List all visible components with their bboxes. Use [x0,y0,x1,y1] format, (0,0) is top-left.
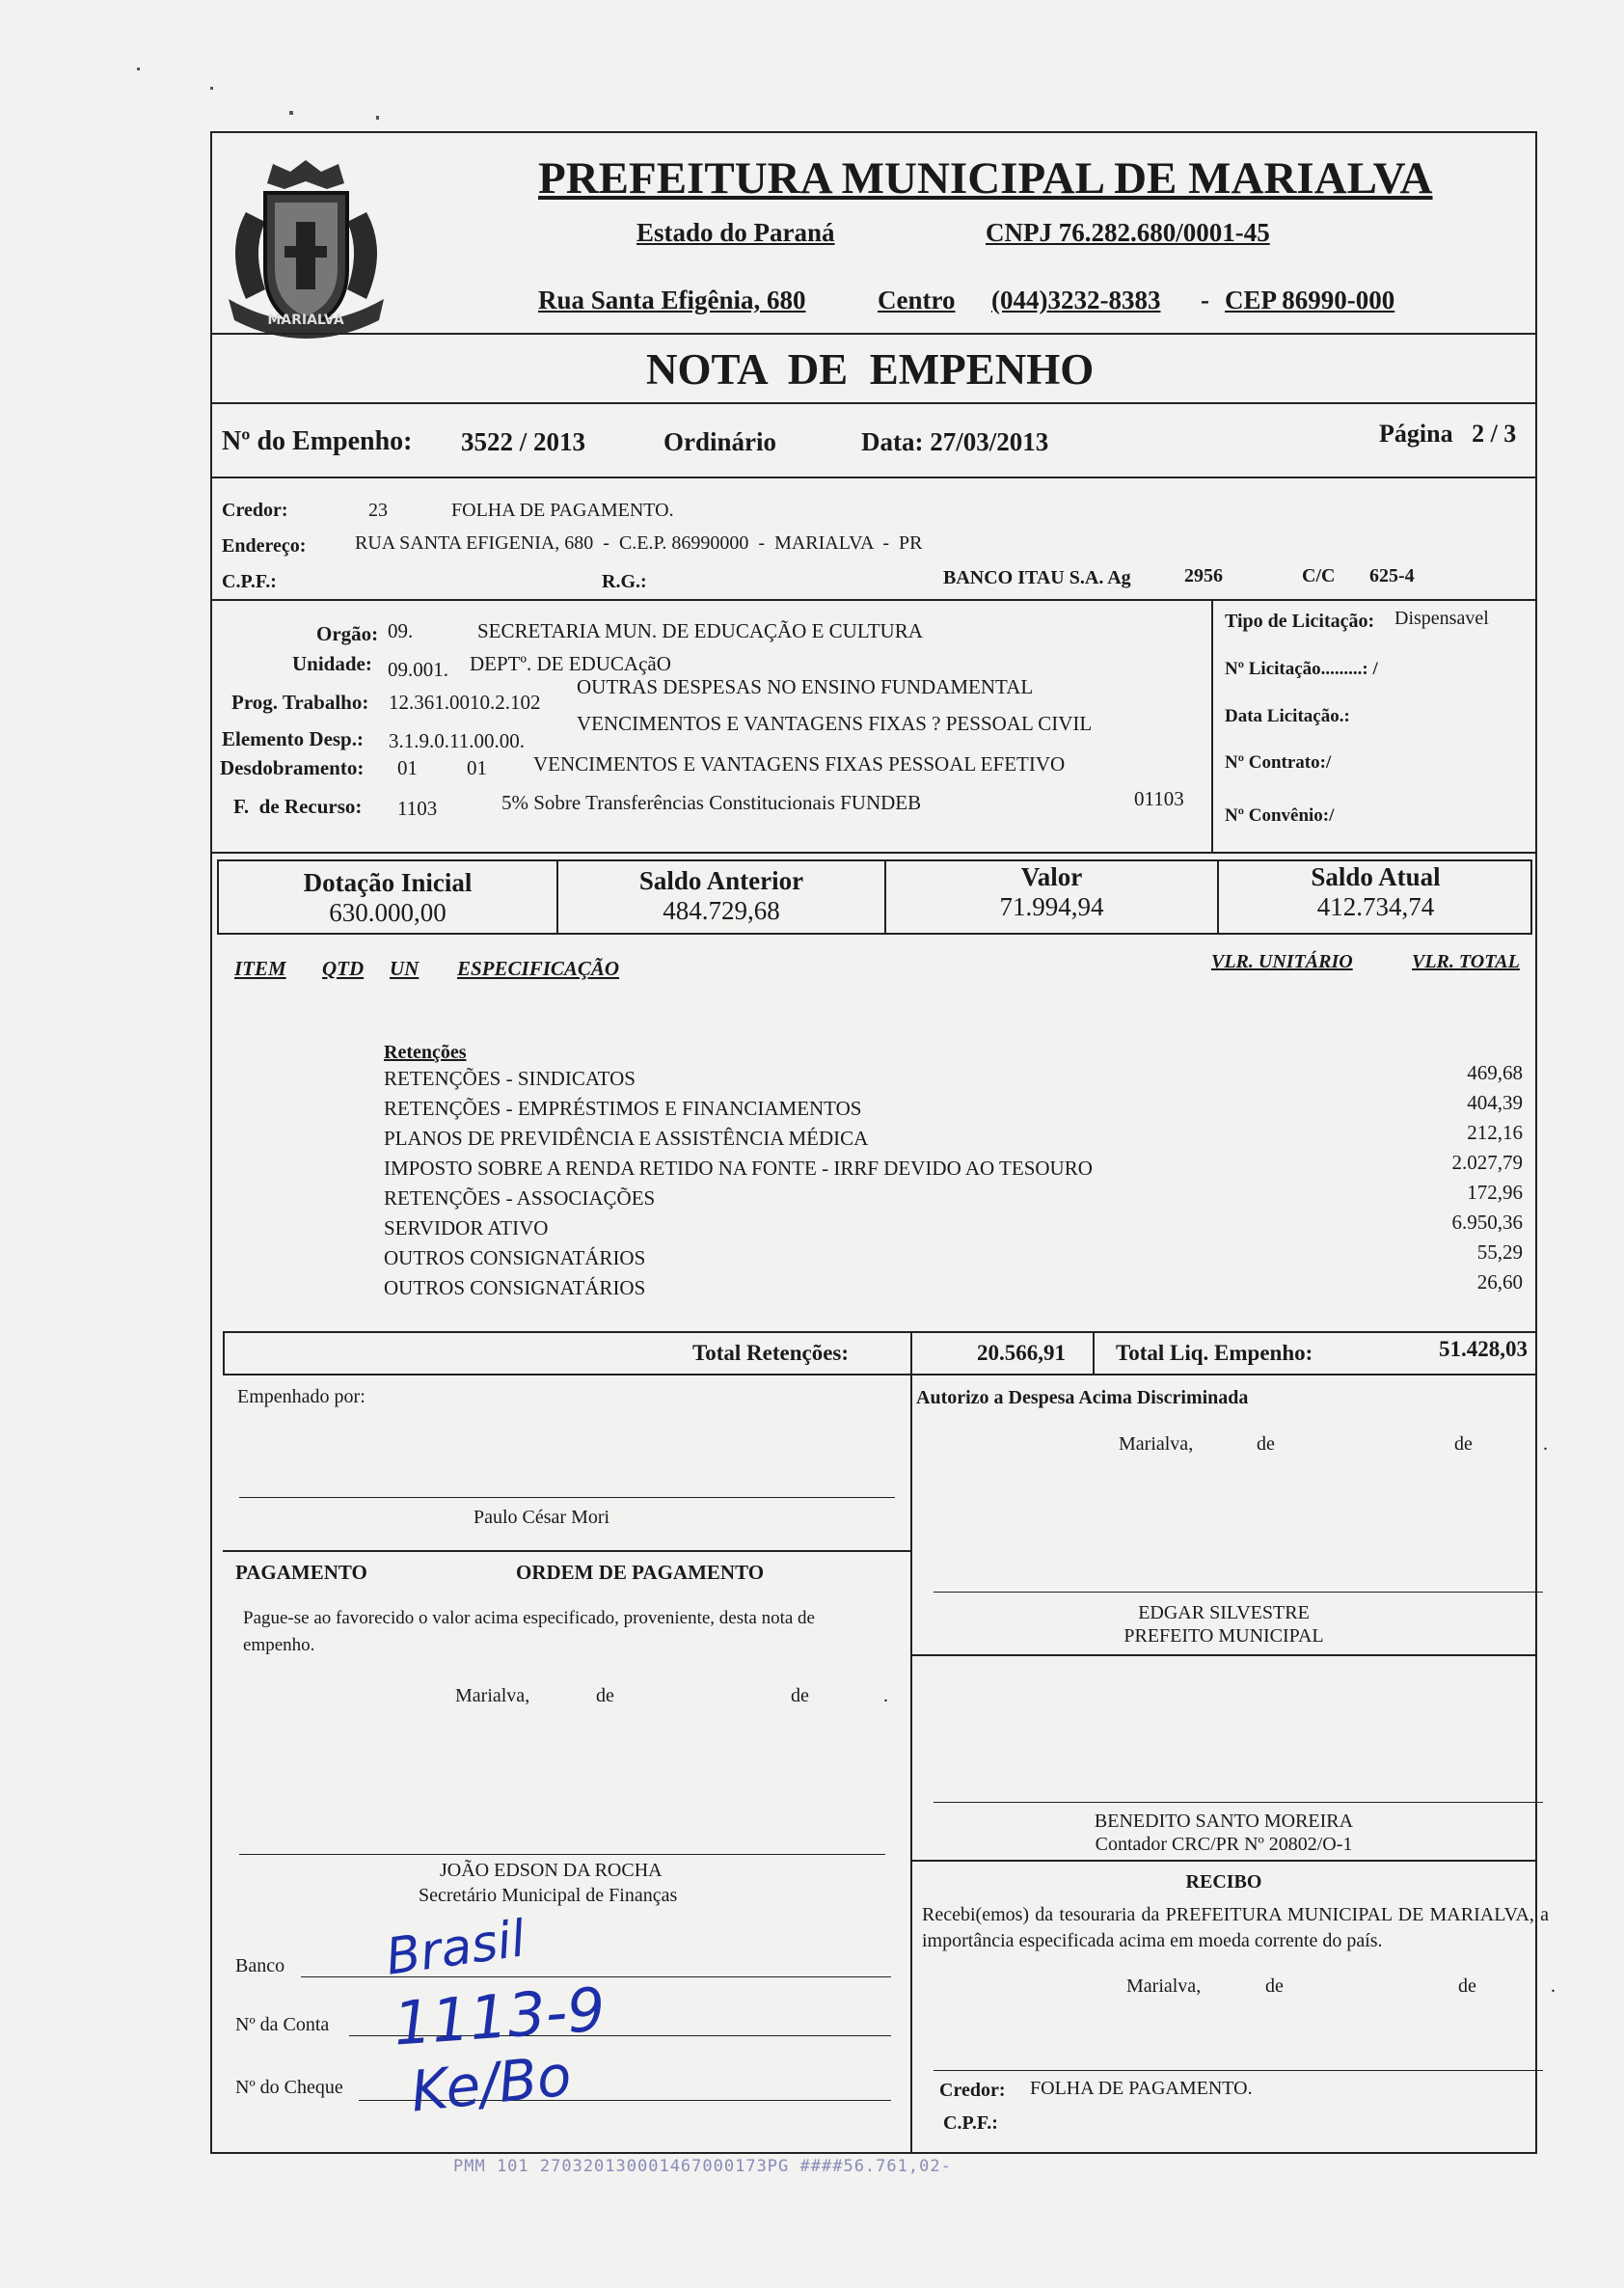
agencia-value: 2956 [1184,565,1223,586]
retencoes-list [384,1061,1523,1304]
divider [910,1860,1537,1862]
doc-title: NOTA DE EMPENHO [646,345,1095,394]
cep-label: CEP 86990-000 [1225,286,1395,314]
retencao-value: 2.027,79 [1451,1151,1523,1174]
retencao-value: 404,39 [1467,1091,1523,1114]
recurso-name: 5% Sobre Transferências Constitucionais FUNDEB [501,791,922,814]
banco-label: BANCO ITAU S.A. Ag [943,567,1131,588]
handwritten-banco: Brasil [382,1910,529,1987]
saldo-atual-cell [1219,862,1532,922]
elemento-name: VENCIMENTOS E VANTAGENS FIXAS ? PESSOAL CIVIL [577,712,1093,735]
cc-label: C/C [1302,565,1336,586]
centro-label: Centro [878,286,956,314]
valor-cell [886,862,1217,922]
credor-name: FOLHA DE PAGAMENTO. [451,500,674,521]
micr-code: PMM 101 270320130001467000173PG ####56.761,02- [453,2157,952,2176]
autorizo-label: Autorizo a Despesa Acima Discriminada [916,1387,1249,1408]
total-liq-label: Total Liq. Empenho: [1116,1341,1313,1365]
scan-speck [289,111,293,115]
autorizo-ponto: . [1543,1433,1548,1455]
ordem-pagamento-label: ORDEM DE PAGAMENTO [516,1561,765,1584]
list-item [384,1270,1523,1304]
recibo-de1: de [1265,1975,1284,1997]
divider [1211,599,1213,852]
divider [910,1331,912,2154]
header-dash: - [1201,286,1209,314]
retencao-desc: IMPOSTO SOBRE A RENDA RETIDO NA FONTE - IRRF DEVIDO AO TESOURO [384,1157,1093,1180]
col-qtd: QTD [322,957,365,980]
credor-label: Credor: [222,500,288,521]
list-item [384,1091,1523,1125]
retencao-value: 26,60 [1476,1270,1523,1294]
signature-line [934,1802,1543,1803]
signature-line [934,1592,1543,1593]
handwritten-conta: 1113-9 [391,1974,608,2059]
divider [223,1331,1537,1333]
retencoes-title: Retenções [384,1042,467,1063]
divider [910,1654,1537,1656]
divider [210,477,1537,478]
scan-speck [210,87,213,90]
autorizo-local: Marialva, [1119,1433,1194,1455]
valor-value: 71.994,94 [999,892,1104,921]
retencao-desc: SERVIDOR ATIVO [384,1216,549,1239]
signature-line [934,2070,1543,2071]
divider [223,1331,225,1374]
unidade-name: DEPTº. DE EDUCAçãO [470,652,671,675]
recibo-ponto: . [1551,1975,1556,1997]
pagamento-de2: de [791,1685,809,1706]
prefeito-nome: EDGAR SILVESTRE [1138,1602,1310,1623]
conta-field-label: Nº da Conta [235,2014,330,2035]
elemento-code: 3.1.9.0.11.00.00. [389,729,525,752]
dotacao-value: 630.000,00 [329,898,447,927]
signature-line [239,1854,885,1855]
col-vlr-unitario: VLR. UNITÁRIO [1211,951,1353,972]
tipo-licitacao-label: Tipo de Licitação: [1225,611,1375,632]
cpf-label: C.P.F.: [222,571,277,592]
col-item: ITEM [234,957,286,980]
list-item [384,1181,1523,1214]
svg-text:MARIALVA: MARIALVA [267,313,344,328]
scan-speck [376,116,379,120]
retencao-value: 469,68 [1467,1061,1523,1084]
dotacao-label: Dotação Inicial [303,868,473,897]
unidade-code: 09.001. [388,658,448,681]
num-convenio: Nº Convênio:/ [1225,805,1335,826]
retencao-desc: RETENÇÕES - EMPRÉSTIMOS E FINANCIAMENTOS [384,1097,862,1120]
recurso-code2: 01103 [1134,787,1184,810]
num-licitacao: Nº Licitação.........: / [1225,659,1378,679]
address-label: Rua Santa Efigênia, 680 [538,286,806,314]
divider [223,1374,1537,1376]
divider [210,402,1537,404]
saldo-atual-label: Saldo Atual [1311,862,1441,891]
phone-label: (044)3232-8383 [991,286,1161,314]
recurso-code: 1103 [397,797,438,820]
pagamento-local: Marialva, [455,1685,530,1706]
recibo-de2: de [1458,1975,1476,1997]
orgao-label: Orgão: [316,622,379,645]
cc-value: 625-4 [1369,565,1415,586]
divider [223,1550,910,1552]
divider [1093,1331,1095,1374]
endereco-value: RUA SANTA EFIGENIA, 680 - C.E.P. 86990000 - MARIALVA - PR [355,532,923,554]
orgao-code: 09. [388,619,414,642]
empenhado-nome: Paulo César Mori [474,1507,610,1528]
prog-name: OUTRAS DESPESAS NO ENSINO FUNDAMENTAL [577,675,1034,698]
list-item [384,1211,1523,1244]
contador-block [910,1810,1537,1856]
unidade-label: Unidade: [292,652,372,675]
list-item [384,1151,1523,1185]
desdobramento-code1: 01 [397,756,418,779]
retencao-value: 6.950,36 [1451,1211,1523,1234]
total-retencoes-value: 20.566,91 [977,1341,1066,1365]
col-un: UN [390,957,420,980]
endereco-label: Endereço: [222,535,307,557]
retencao-desc: OUTROS CONSIGNATÁRIOS [384,1246,646,1269]
prog-label: Prog. Trabalho: [231,691,369,714]
pagamento-de1: de [596,1685,614,1706]
list-item [384,1121,1523,1155]
recibo-text: Recebi(emos) da tesouraria da PREFEITURA MUNICIPAL DE MARIALVA, a importância especificada acima em moeda corrente do país. [922,1904,1549,1951]
saldo-anterior-cell [558,866,884,926]
estado-label: Estado do Paraná [636,218,835,247]
desdobramento-label: Desdobramento: [220,756,365,779]
banco-field-label: Banco [235,1955,285,1976]
handwritten-cheque: Ke/Bo [407,2042,575,2125]
list-item [384,1240,1523,1274]
desdobramento-code2: 01 [467,756,487,779]
signature-line [239,1497,895,1498]
num-contrato: Nº Contrato:/ [1225,752,1332,773]
col-vlr-total: VLR. TOTAL [1412,951,1520,972]
retencao-desc: OUTROS CONSIGNATÁRIOS [384,1276,646,1299]
orgao-name: SECRETARIA MUN. DE EDUCAÇÃO E CULTURA [477,619,923,642]
empenho-number: 3522 / 2013 [461,427,586,456]
divider [210,852,1537,854]
retencao-desc: RETENÇÕES - ASSOCIAÇÕES [384,1186,656,1210]
cnpj-label: CNPJ 76.282.680/0001-45 [986,218,1270,247]
prefeito-cargo: PREFEITO MUNICIPAL [1123,1625,1324,1647]
contador-nome: BENEDITO SANTO MOREIRA [1094,1811,1354,1832]
recibo-credor-label: Credor: [939,2080,1006,2101]
total-retencoes-label: Total Retenções: [692,1341,850,1365]
retencao-desc: RETENÇÕES - SINDICATOS [384,1067,636,1090]
recibo-title: RECIBO [1185,1871,1262,1893]
prog-code: 12.361.0010.2.102 [389,691,541,714]
elemento-label: Elemento Desp.: [222,727,364,750]
empenho-label: Nº do Empenho: [222,426,413,456]
secretario-cargo: Secretário Municipal de Finanças [419,1885,678,1906]
pagamento-ponto: . [883,1685,888,1706]
page-number: Página 2 / 3 [1379,420,1517,448]
saldo-atual-value: 412.734,74 [1316,892,1435,921]
dotacao-cell [219,868,556,928]
contador-crc: Contador CRC/PR Nº 20802/O-1 [1095,1834,1353,1855]
saldo-anterior-value: 484.729,68 [663,896,780,925]
valor-label: Valor [1020,862,1083,891]
municipal-crest [217,154,395,347]
empenho-date: Data: 27/03/2013 [861,427,1049,456]
recibo-local: Marialva, [1126,1975,1202,1997]
page-title: PREFEITURA MUNICIPAL DE MARIALVA [538,153,1433,204]
scan-speck [137,68,140,70]
divider [210,599,1537,601]
empenho-type: Ordinário [663,427,777,456]
total-liq-value: 51.428,03 [1439,1337,1528,1361]
divider [210,333,1537,335]
retencao-desc: PLANOS DE PREVIDÊNCIA E ASSISTÊNCIA MÉDICA [384,1127,869,1150]
recibo-cpf-label: C.P.F.: [943,2112,998,2134]
prefeito-block [910,1601,1537,1648]
autorizo-de1: de [1257,1433,1275,1455]
cheque-field-label: Nº do Cheque [235,2077,343,2098]
data-licitacao: Data Licitação.: [1225,706,1350,726]
list-item [384,1061,1523,1095]
autorizo-de2: de [1454,1433,1473,1455]
desdobramento-name: VENCIMENTOS E VANTAGENS FIXAS PESSOAL EFETIVO [533,752,1066,776]
retencao-value: 212,16 [1467,1121,1523,1144]
pagamento-label: PAGAMENTO [235,1561,367,1584]
col-especificacao: ESPECIFICAÇÃO [457,957,620,980]
tipo-licitacao-value: Dispensavel [1394,608,1489,629]
recurso-label: F. de Recurso: [233,795,363,818]
secretario-nome: JOÃO EDSON DA ROCHA [440,1860,663,1881]
saldo-anterior-label: Saldo Anterior [638,866,804,895]
empenhado-por-label: Empenhado por: [237,1386,365,1407]
pague-se-text: Pague-se ao favorecido o valor acima especificado, proveniente, desta nota de empenho. [243,1608,815,1655]
recibo-credor-nome: FOLHA DE PAGAMENTO. [1030,2078,1253,2099]
retencao-value: 55,29 [1476,1240,1523,1264]
retencao-value: 172,96 [1467,1181,1523,1204]
rg-label: R.G.: [602,571,647,592]
credor-code: 23 [368,500,388,521]
